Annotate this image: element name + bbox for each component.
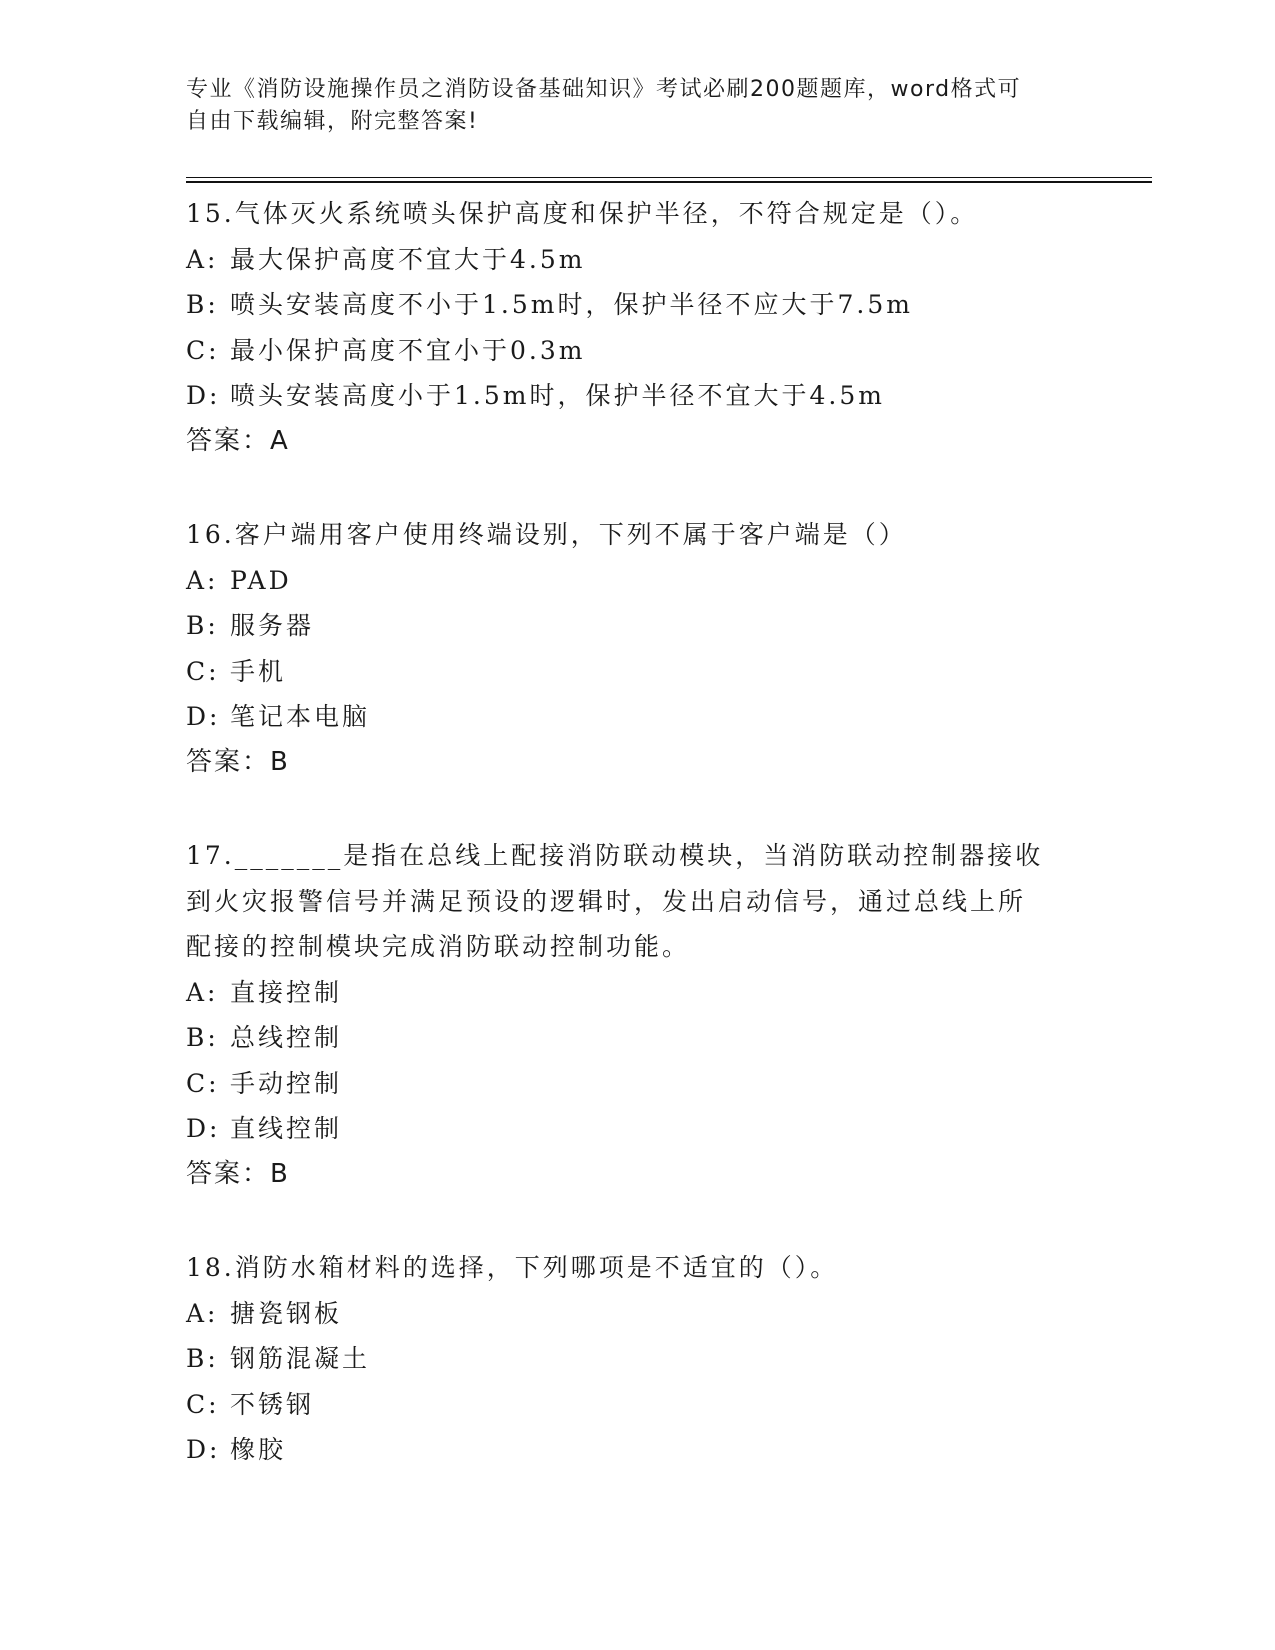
option-d	[186, 1106, 1086, 1152]
header-line-2: 自由下载编辑，附完整答案!	[186, 109, 479, 134]
option-c	[186, 1382, 1086, 1428]
option-c	[186, 1061, 1086, 1107]
option-key: D:	[186, 1435, 221, 1464]
question-stem: 16.客户端用客户使用终端设别，下列不属于客户端是（）	[186, 520, 907, 549]
option-text: 手动控制	[230, 1068, 343, 1098]
option-text: 服务器	[230, 611, 315, 640]
option-b	[186, 282, 1086, 328]
option-text: 钢筋混凝土	[230, 1344, 371, 1373]
option-text: 最小保护高度不宜小于0.3m	[230, 335, 586, 365]
question-16	[186, 512, 1086, 785]
option-text: 橡胶	[230, 1435, 287, 1464]
option-text: PAD	[230, 565, 292, 595]
option-key: A:	[186, 244, 219, 274]
question-stem: 15.气体灭火系统喷头保护高度和保护半径，不符合规定是（）。	[186, 199, 979, 228]
question-stem-line-2: 到火灾报警信号并满足预设的逻辑时，发出启动信号，通过总线上所	[186, 886, 1027, 916]
question-17	[186, 833, 1086, 1197]
option-b	[186, 1336, 1086, 1382]
option-key: A:	[186, 565, 219, 595]
option-text: 喷头安装高度小于1.5m时，保护半径不宜大于4.5m	[230, 381, 885, 410]
option-d	[186, 694, 1086, 740]
option-key: D:	[186, 1114, 221, 1143]
option-b	[186, 1015, 1086, 1061]
header-divider-bottom	[186, 181, 1152, 183]
option-key: B:	[186, 611, 219, 640]
option-c	[186, 649, 1086, 695]
option-text: 不锈钢	[230, 1389, 315, 1419]
option-d	[186, 1427, 1086, 1473]
option-key: A:	[186, 977, 219, 1007]
option-key: A:	[186, 1298, 219, 1328]
option-a	[186, 1291, 1086, 1337]
option-text: 手机	[230, 656, 287, 686]
option-key: D:	[186, 702, 221, 731]
header-line-1: 专业《消防设施操作员之消防设备基础知识》考试必刷200题题库，word格式可	[186, 77, 1022, 102]
answer-label: 答案：B	[186, 746, 290, 777]
option-key: C:	[186, 656, 220, 686]
question-stem: 18.消防水箱材料的选择，下列哪项是不适宜的（）。	[186, 1253, 839, 1282]
option-d	[186, 373, 1086, 419]
option-text: 总线控制	[230, 1023, 343, 1052]
option-text: 搪瓷钢板	[230, 1298, 343, 1328]
answer-label: 答案：B	[186, 1158, 290, 1189]
option-key: C:	[186, 335, 220, 365]
question-15	[186, 191, 1086, 464]
option-a	[186, 970, 1086, 1016]
option-key: B:	[186, 1023, 219, 1052]
question-18	[186, 1245, 1086, 1473]
document-header	[186, 74, 1086, 138]
option-text: 直线控制	[230, 1114, 343, 1143]
header-divider-top	[186, 177, 1152, 178]
option-text: 笔记本电脑	[230, 702, 371, 731]
question-stem-line-1: 17._______是指在总线上配接消防联动模块，当消防联动控制器接收	[186, 841, 1044, 870]
answer-label: 答案：A	[186, 425, 290, 456]
option-text: 最大保护高度不宜大于4.5m	[230, 244, 586, 274]
option-text: 喷头安装高度不小于1.5m时，保护半径不应大于7.5m	[230, 290, 913, 319]
question-stem-line-3: 配接的控制模块完成消防联动控制功能。	[186, 932, 691, 961]
option-key: D:	[186, 381, 221, 410]
option-key: C:	[186, 1389, 220, 1419]
option-a	[186, 558, 1086, 604]
option-a	[186, 237, 1086, 283]
option-key: B:	[186, 1344, 219, 1373]
option-key: B:	[186, 290, 219, 319]
question-list	[186, 191, 1086, 1521]
option-key: C:	[186, 1068, 220, 1098]
option-c	[186, 328, 1086, 374]
option-text: 直接控制	[230, 977, 343, 1007]
option-b	[186, 603, 1086, 649]
